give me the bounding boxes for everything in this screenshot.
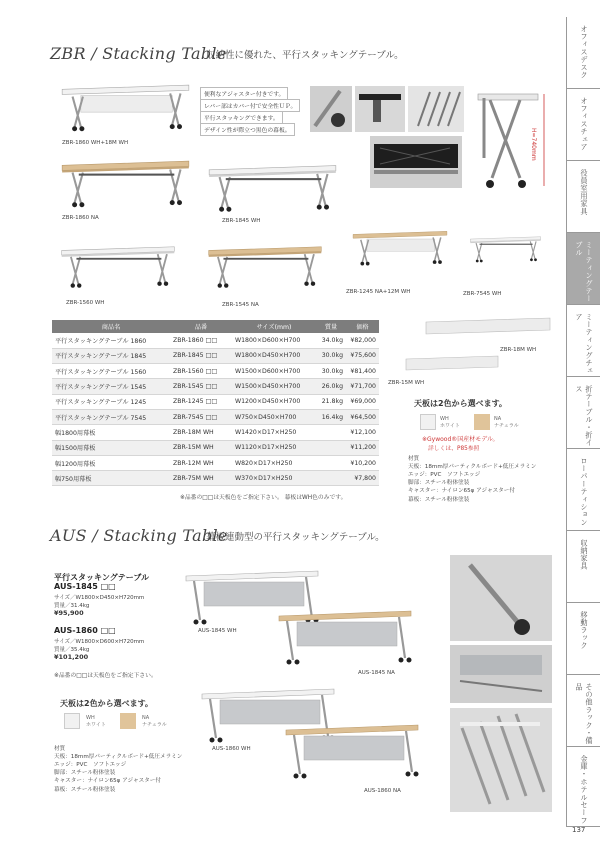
mass-cell: 30.0kg (316, 348, 346, 363)
aus-1860-price: ¥101,200 (54, 653, 89, 661)
table-row (52, 471, 379, 486)
price-cell: ¥10,200 (346, 455, 379, 470)
feature-note: レバー部はカバー付で安全性ＵＰ。 (200, 99, 300, 112)
header-mass: 質量 (316, 320, 346, 333)
aus-1845-na-caption: AUS-1845 NA (358, 670, 395, 676)
zbr-swatch-na-label: NA ナチュラル (494, 416, 519, 429)
aus-1845-mass: 質量／31.4kg (54, 603, 90, 609)
sidebar-item-label: 金庫・ホテルセーフ (580, 755, 589, 825)
price-cell: ¥12,100 (346, 425, 379, 440)
lever-detail-photo (355, 86, 405, 132)
size-cell: W750×D450×H700 (232, 409, 316, 424)
zbr-15m-panel-image (404, 354, 500, 372)
zbr-1545-na-caption: ZBR-1545 NA (222, 302, 259, 308)
zbr-1860-wh-image (58, 80, 193, 138)
zbr-section-title: ZBR / Stacking Table (50, 44, 227, 63)
sidebar-item[interactable] (567, 377, 600, 449)
page-number: 137 (572, 826, 586, 834)
sidebar-item-label: ミーティングテーブル (575, 241, 594, 303)
feature-note: デザイン性が際立つ黒色の幕板。 (200, 123, 295, 136)
product-name-cell: 幅1800用幕板 (52, 425, 170, 440)
aus-1860-size: サイズ／W1800×D600×H720mm (54, 639, 145, 645)
mass-cell (316, 440, 346, 455)
sidebar-item-label: 移動ラック (580, 611, 589, 650)
price-cell: ¥75,600 (346, 348, 379, 363)
zbr-1245-na-image (350, 220, 450, 278)
price-cell: ¥11,200 (346, 440, 379, 455)
category-sidebar (566, 17, 600, 827)
price-cell: ¥81,400 (346, 364, 379, 379)
table-row (52, 364, 379, 379)
part-number-cell: ZBR-1560 □□ (170, 364, 232, 379)
table-row (52, 425, 379, 440)
table-row (52, 409, 379, 424)
aus-product-label: 平行スタッキングテーブル (54, 573, 150, 582)
header-size: サイズ(mm) (232, 320, 316, 333)
product-name-cell: 平行スタッキングテーブル 7545 (52, 409, 170, 424)
gywood-reference: 詳しくは、P85参照 (428, 446, 480, 452)
aus-1845-code: AUS-1845 □□ (54, 582, 116, 591)
zbr-1860-na-image (58, 156, 193, 214)
height-dimension-label: H=740mm (530, 128, 537, 161)
aus-1860-na-image (282, 722, 422, 782)
zbr-folded-side-view-image (470, 88, 550, 193)
table-row (52, 440, 379, 455)
mass-cell: 21.8kg (316, 394, 346, 409)
mass-cell: 16.4kg (316, 409, 346, 424)
product-name-cell: 幅1200用幕板 (52, 455, 170, 470)
zbr-1245-caption: ZBR-1245 NA+12M WH (346, 289, 411, 295)
price-cell: ¥69,000 (346, 394, 379, 409)
sidebar-item-label: ローパーティション (580, 457, 589, 527)
size-cell: W370×D17×H250 (232, 471, 316, 486)
zbr-section-subtitle: 収納性に優れた、平行スタッキングテーブル。 (206, 50, 404, 61)
zbr-1545-na-image (205, 240, 325, 296)
aus-1860-code: AUS-1860 □□ (54, 626, 116, 635)
sidebar-item-label: 収納家具 (580, 539, 589, 570)
zbr-materials: 材質 天板：18mm厚パーティクルボード+低圧メラミン エッジ：PVC ソフトエッジ 脚部：スチール粉体塗装 キャスター：ナイロン65φ アジャスター付 幕板：スチール粉体塗装 (408, 456, 537, 503)
zbr-swatch-wh (420, 414, 436, 430)
price-cell: ¥7,800 (346, 471, 379, 486)
zbr-18m-panel-image (424, 316, 552, 336)
table-row (52, 348, 379, 363)
header-product-name: 商品名 (52, 320, 170, 333)
aus-colors-title: 天板は2色から選べます。 (60, 699, 153, 708)
sidebar-item[interactable] (567, 747, 600, 827)
product-name-cell: 幅750用幕板 (52, 471, 170, 486)
sidebar-item-label: ミーティングチェア (575, 313, 594, 375)
zbr-table-footnote: ※品番の□□は天板色をご指定下さい。 幕板はWH色のみです。 (180, 495, 347, 501)
sidebar-item[interactable] (567, 233, 600, 305)
product-name-cell: 平行スタッキングテーブル 1845 (52, 348, 170, 363)
part-number-cell: ZBR-75M WH (170, 471, 232, 486)
aus-swatch-na (120, 713, 136, 729)
zbr-swatch-na (474, 414, 490, 430)
part-number-cell: ZBR-7545 □□ (170, 409, 232, 424)
part-number-cell: ZBR-1545 □□ (170, 379, 232, 394)
aus-1860-na-caption: AUS-1860 NA (364, 788, 401, 794)
mass-cell (316, 455, 346, 470)
feature-note: 平行スタッキングできます。 (200, 111, 283, 124)
product-name-cell: 幅1500用幕板 (52, 440, 170, 455)
part-number-cell: ZBR-1845 □□ (170, 348, 232, 363)
size-cell: W1500×D600×H700 (232, 364, 316, 379)
aus-materials: 材質 天板：18mm厚パーティクルボード+低圧メラミン エッジ：PVC ソフトエッジ 脚部：スチール粉体塗装 キャスター：ナイロン65φ アジャスター付 幕板：スチール粉体塗装 (54, 746, 183, 793)
aus-section-title: AUS / Stacking Table (50, 526, 228, 545)
size-cell: W1200×D450×H700 (232, 394, 316, 409)
sidebar-item[interactable] (567, 17, 600, 89)
part-number-cell: ZBR-1245 □□ (170, 394, 232, 409)
aus-1845-wh-caption: AUS-1845 WH (198, 628, 237, 634)
product-name-cell: 平行スタッキングテーブル 1860 (52, 333, 170, 348)
size-cell: W1800×D450×H700 (232, 348, 316, 363)
sidebar-item[interactable] (567, 89, 600, 161)
aus-1845-price: ¥95,900 (54, 609, 84, 617)
aus-swatch-wh-label: WH ホワイト (86, 715, 106, 728)
size-cell: W1120×D17×H250 (232, 440, 316, 455)
mass-cell: 26.0kg (316, 379, 346, 394)
sidebar-item-label: 折テーブル・折イス (575, 385, 594, 447)
price-cell: ¥64,500 (346, 409, 379, 424)
part-number-cell: ZBR-12M WH (170, 455, 232, 470)
mass-cell (316, 471, 346, 486)
aus-section-subtitle: 幕板連動型の平行スタッキングテーブル。 (206, 532, 385, 543)
aus-1860-mass: 質量／35.4kg (54, 647, 90, 653)
zbr-1845-wh-image (205, 162, 340, 217)
sidebar-item[interactable] (567, 603, 600, 675)
aus-caster-detail-photo (450, 555, 552, 641)
part-number-cell: ZBR-15M WH (170, 440, 232, 455)
zbr-1845-wh-caption: ZBR-1845 WH (222, 218, 261, 224)
size-cell: W1420×D17×H250 (232, 425, 316, 440)
zbr-swatch-wh-label: WH ホワイト (440, 416, 460, 429)
aus-1845-size: サイズ／W1800×D450×H720mm (54, 595, 145, 601)
aus-1860-wh-caption: AUS-1860 WH (212, 746, 251, 752)
sidebar-item[interactable] (567, 675, 600, 747)
sidebar-item[interactable] (567, 161, 600, 233)
mass-cell (316, 425, 346, 440)
product-name-cell: 平行スタッキングテーブル 1560 (52, 364, 170, 379)
aus-stacked-photo (450, 708, 552, 812)
table-row (52, 455, 379, 470)
table-row (52, 379, 379, 394)
aus-footnote: ※品番の□□は天板色をご指定下さい。 (54, 673, 157, 679)
aus-panel-link-detail-photo (450, 645, 552, 703)
aus-1845-na-image (275, 608, 415, 668)
size-cell: W1500×D450×H700 (232, 379, 316, 394)
mass-cell: 30.0kg (316, 364, 346, 379)
stacking-detail-photo (408, 86, 464, 132)
sidebar-item-label: その他ラック・備品 (575, 683, 594, 745)
zbr-spec-table (52, 320, 379, 486)
zbr-1860-wh-caption: ZBR-1860 WH+18M WH (62, 140, 129, 146)
zbr-1560-wh-caption: ZBR-1560 WH (66, 300, 105, 306)
panel-detail-photo (370, 136, 462, 188)
zbr-15m-caption: ZBR-15M WH (388, 380, 425, 386)
zbr-7545-wh-image (468, 222, 543, 278)
zbr-colors-title: 天板は2色から選べます。 (414, 399, 507, 408)
header-part-number: 品番 (170, 320, 232, 333)
header-price: 価格 (346, 320, 379, 333)
table-header-row (52, 320, 379, 333)
sidebar-item[interactable] (567, 449, 600, 531)
sidebar-item-label: オフィスチェア (580, 97, 589, 151)
aus-swatch-wh (64, 713, 80, 729)
sidebar-item[interactable] (567, 305, 600, 377)
table-row (52, 333, 379, 348)
zbr-1560-wh-image (58, 240, 178, 296)
part-number-cell: ZBR-1860 □□ (170, 333, 232, 348)
gywood-note: ※Gywood®国産材モデル。 (422, 436, 499, 443)
aus-swatch-na-label: NA ナチュラル (142, 715, 167, 728)
zbr-18m-caption: ZBR-18M WH (500, 347, 537, 353)
table-row (52, 394, 379, 409)
price-cell: ¥71,700 (346, 379, 379, 394)
zbr-7545-caption: ZBR-7545 WH (463, 291, 502, 297)
size-cell: W1800×D600×H700 (232, 333, 316, 348)
zbr-table-body (52, 333, 379, 486)
feature-note: 便利なアジャスター付きです。 (200, 87, 288, 100)
size-cell: W820×D17×H250 (232, 455, 316, 470)
mass-cell: 34.0kg (316, 333, 346, 348)
sidebar-item-label: 役員室用家具 (580, 169, 589, 216)
product-name-cell: 平行スタッキングテーブル 1545 (52, 379, 170, 394)
zbr-1860-na-caption: ZBR-1860 NA (62, 215, 99, 221)
sidebar-item-label: オフィスデスク (580, 25, 589, 79)
price-cell: ¥82,000 (346, 333, 379, 348)
adjuster-detail-photo (310, 86, 352, 132)
product-name-cell: 平行スタッキングテーブル 1245 (52, 394, 170, 409)
part-number-cell: ZBR-18M WH (170, 425, 232, 440)
sidebar-item[interactable] (567, 531, 600, 603)
